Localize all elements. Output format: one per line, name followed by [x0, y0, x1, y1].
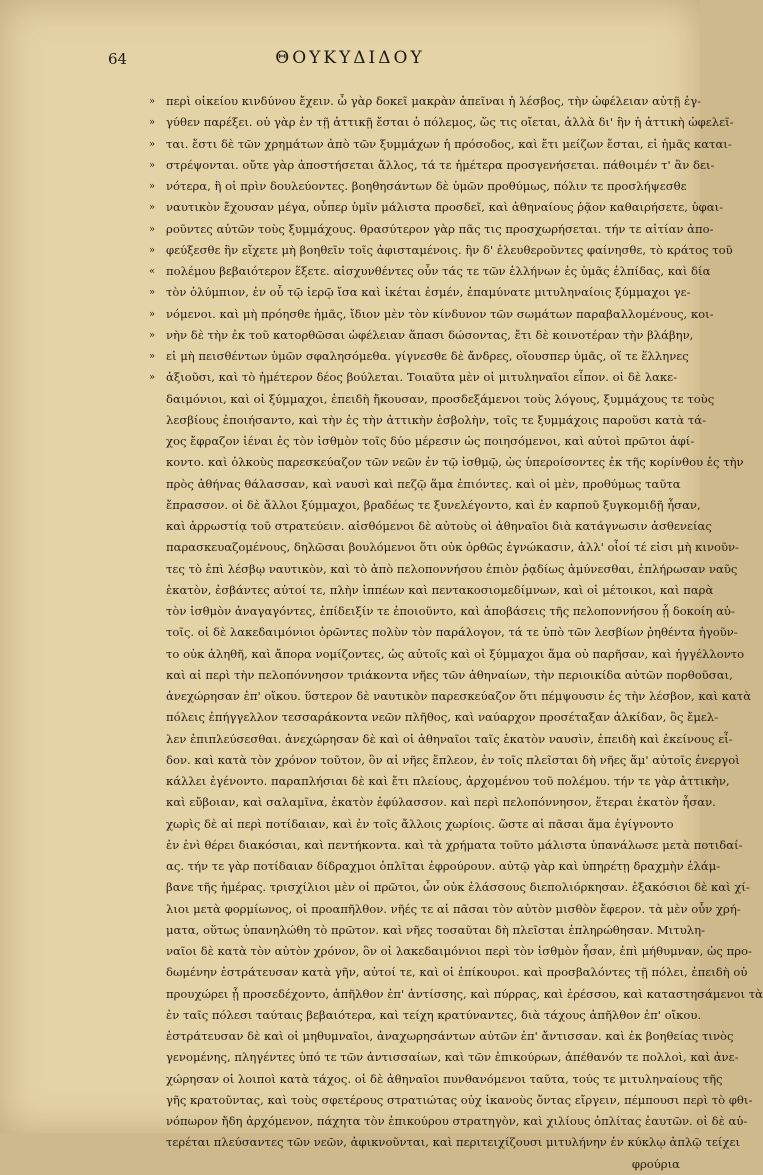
- page-header: [0, 46, 700, 76]
- text-line: [166, 1090, 753, 1111]
- line-text: γύθεν παρέξει. οὐ γὰρ ἐν τῇ ἀττικῇ ἔσται ὁ πόλεμος, ὥς τις οἴεται, ἀλλὰ δι' ἣν ἡ ἀττικὴ ὠφελεῖ-: [166, 115, 734, 130]
- line-text: τὸν ἰσθμὸν ἀναγαγόντες, ἐπίδειξίν τε ἐποιοῦντο, καὶ ἀποβάσεις τῆς πελοποννήσου ᾗ δοκοίη αὐ-: [166, 604, 735, 618]
- text-line: [149, 367, 684, 388]
- text-line: [166, 1047, 739, 1068]
- text-line: [166, 899, 741, 920]
- text-line: [166, 1026, 734, 1047]
- text-line: [166, 1005, 702, 1026]
- text-line: [149, 261, 711, 282]
- line-text: τες τὸ ἐπὶ λέσβῳ ναυτικὸν, καὶ τὸ ἀπὸ πελοποννήσου ἐπιὸν ῥᾳδίως ἀμύνεσθαι, ἐπλήρωσαν ναῦς: [166, 561, 738, 576]
- text-line: [149, 91, 702, 112]
- text-line: [166, 835, 743, 856]
- quotation-mark: »: [149, 244, 156, 256]
- line-text: φρούρια: [631, 1156, 680, 1171]
- line-text: στρέψονται. οὔτε γὰρ ἀποστήσεται ἄλλος, τά τε ἡμέτερα προσγενήσεται. πάθοιμέν τ' ἂν δει-: [166, 157, 715, 172]
- quotation-mark: «: [149, 266, 156, 277]
- text-line: [166, 474, 684, 495]
- text-line: [166, 750, 740, 771]
- body-text: [149, 91, 763, 1175]
- line-text: ναῖοι δὲ κατὰ τὸν αὐτὸν χρόνον, ὃν οἱ λακεδαιμόνιοι περὶ τὸν ἰσθμὸν ἦσαν, ἐπὶ μήθυμναν, ὡς προ-: [166, 944, 752, 958]
- line-text: πρὸς ἀθήνας θάλασσαν, καὶ ναυσὶ καὶ πεζῷ ἅμα ἐπιόντες. καὶ οἱ μὲν, προθύμως ταῦτα: [166, 476, 681, 491]
- text-line: [166, 410, 707, 431]
- line-text: δωμένην ἐστράτευσαν κατὰ γῆν, αὐτοί τε, καὶ οἱ ἐπίκουροι. καὶ προσβαλόντες τῇ πόλει, ἐπειδὴ οὐ: [166, 965, 748, 980]
- text-line: [166, 452, 744, 473]
- line-text: κοντο. καὶ ὁλκοὺς παρεσκεύαζον τῶν νεῶν ἐν τῷ ἰσθμῷ, ὡς ὑπεροίσοντες ἐκ τῆς κορίνθου ἐς τὴν: [166, 455, 744, 470]
- quotation-mark: »: [149, 329, 156, 341]
- text-line: [166, 792, 716, 813]
- text-line: [149, 219, 714, 240]
- text-line: [166, 389, 715, 410]
- text-line: [166, 729, 733, 750]
- text-line: [149, 325, 694, 346]
- line-text: γενομένης, πληγέντες ὑπό τε τῶν ἀντισσαίων, καὶ τῶν ἐπικούρων, ἀπέθανόν τε πολλοὶ, καὶ ἀνε-: [166, 1050, 739, 1065]
- line-text: πόλεις ἐπήγγελλον τεσσαράκοντα νεῶν πλῆθος, καὶ ναύαρχον προσέταξαν ἀλκίδαν, ὃς ἔμελ-: [166, 710, 719, 725]
- quotation-mark: »: [149, 372, 156, 384]
- text-line: [166, 580, 714, 601]
- quotation-mark: »: [149, 202, 156, 214]
- text-line: [149, 112, 734, 133]
- line-text: τερέται πλεύσαντες τῶν νεῶν, ἀφικνοῦνται, καὶ περιτειχίζουσι μιτυλήνην ἐν κύκλῳ ἁπλῷ τείχει: [166, 1135, 740, 1150]
- text-line: [149, 197, 724, 218]
- line-text: δον. καὶ κατὰ τὸν χρόνον τοῦτον, ὃν αἱ νῆες ἔπλεον, ἐν τοῖς πλεῖσται δὴ νῆες ἅμ' αὐτοῖς ἐνεργοὶ: [166, 752, 740, 767]
- text-line: [149, 304, 714, 325]
- text-line: [166, 1111, 748, 1132]
- quotation-mark: »: [149, 223, 156, 235]
- line-text: δαιμόνιοι, καὶ οἱ ξύμμαχοι, ἐπειδὴ ἤκουσαν, προσδεξάμενοι τοὺς λόγους, ξυμμάχους τε τοὺς: [166, 391, 715, 406]
- line-text: ἐστράτευσαν δὲ καὶ οἱ μηθυμναῖοι, ἀναχωρησάντων αὐτῶν ἐπ' ἄντισσαν. καὶ ἐκ βοηθείας τινὸς: [166, 1029, 734, 1043]
- text-line: [166, 1154, 684, 1175]
- text-line: [166, 707, 719, 728]
- line-text: ἐν ἑνὶ θέρει διακόσιαι, καὶ πεντήκοντα. καὶ τὰ χρήματα τοῦτο μάλιστα ὑπανάλωσε μετὰ ποτιδαί-: [166, 837, 743, 852]
- text-line: [166, 877, 750, 898]
- quotation-mark: »: [149, 351, 156, 362]
- text-line: [166, 856, 721, 877]
- line-text: καὶ ἀρρωστίᾳ τοῦ στρατεύειν. αἰσθόμενοι δὲ αὐτοὺς οἱ ἀθηναῖοι διὰ κατάγνωσιν ἀσθενείας: [166, 519, 712, 533]
- line-text: τοῖς. οἱ δὲ λακεδαιμόνιοι ὁρῶντες πολὺν τὸν παράλογον, τά τε ὑπὸ τῶν λεσβίων ῥηθέντα ἡγοῦν-: [166, 625, 738, 640]
- text-line: [166, 1069, 723, 1090]
- quotation-mark: »: [149, 159, 156, 171]
- line-text: εἰ μὴ πεισθέντων ὑμῶν σφαλησόμεθα. γίγνεσθε δὲ ἄνδρες, οἵουσπερ ὑμᾶς, οἵ τε ἕλληνες: [166, 349, 689, 363]
- line-text: καὶ εὔβοιαν, καὶ σαλαμῖνα, ἑκατὸν ἐφύλασσον. καὶ περὶ πελοπόννησον, ἕτεραι ἑκατὸν ἦσαν.: [166, 795, 716, 810]
- line-text: βανε τῆς ἡμέρας. τρισχίλιοι μὲν οἱ πρῶτοι, ὧν οὐκ ἐλάσσους διεπολιόρκησαν. ἑξακόσιοι δὲ καὶ χί-: [166, 880, 750, 895]
- line-text: ἐν ταῖς πόλεσι ταύταις βεβαιότερα, καὶ τείχη κρατύναντες, διὰ τάχους ἀπῆλθον ἐπ' οἴκου.: [166, 1007, 702, 1022]
- text-line: [166, 559, 738, 580]
- line-text: χώρησαν οἱ λοιποὶ κατὰ τάχος. οἱ δὲ ἀθηναῖοι πυνθανόμενοι ταῦτα, τούς τε μιτυληναίους τῆς: [166, 1071, 723, 1086]
- line-text: νόμενοι. καὶ μὴ πρόησθε ἡμᾶς, ἴδιον μὲν τὸν κίνδυνον τῶν σωμάτων παραβαλλομένους, κοι-: [166, 306, 714, 321]
- quotation-mark: »: [149, 138, 156, 150]
- text-line: [166, 516, 712, 537]
- text-line: [166, 984, 763, 1005]
- line-text: φεύξεσθε ἣν εἴχετε μὴ βοηθεῖν τοῖς ἀφισταμένοις. ἢν δ' ἐλευθεροῦντες φαίνησθε, τὸ κράτος τοῦ: [166, 242, 733, 257]
- line-text: λεσβίους ἐποιήσαντο, καὶ τὴν ἐς τὴν ἀττικὴν ἐσβολὴν, τοῖς τε ξυμμάχοις παροῦσι κατὰ τά-: [166, 412, 707, 427]
- line-text: ἀξιοῦσι, καὶ τὸ ἡμέτερον δέος βούλεται. Τοιαῦτα μὲν οἱ μιτυληναῖοι εἶπον. οἱ δὲ λακε-: [166, 370, 678, 385]
- line-text: γῆς κρατοῦντας, καὶ τοὺς σφετέρους στρατιώτας οὐχ ἱκανοὺς ὄντας εἴργειν, πέμπουσι περὶ τὸ φθι-: [166, 1092, 753, 1107]
- line-text: ἑκατὸν, ἐσβάντες αὐτοί τε, πλὴν ἱππέων καὶ πεντακοσιομεδίμνων, καὶ οἱ μέτοικοι, καὶ παρὰ: [166, 582, 714, 597]
- line-text: ται. ἔστι δὲ τῶν χρημάτων ἀπὸ τῶν ξυμμάχων ἡ πρόσοδος, καὶ ἔτι μείζων ἔσται, εἰ ἡμᾶς καται-: [166, 136, 732, 151]
- line-text: ας. τήν τε γὰρ ποτίδαιαν δίδραχμοι ὁπλῖται ἐφρούρουν. αὐτῷ γὰρ καὶ ὑπηρέτῃ δραχμὴν ἐλάμ-: [166, 859, 721, 873]
- text-line: [166, 644, 745, 665]
- text-line: [166, 1132, 740, 1153]
- page-number: 64: [108, 50, 128, 68]
- text-line: [166, 495, 701, 516]
- line-text: νὴν δὲ τὴν ἐκ τοῦ κατορθῶσαι ὠφέλειαν ἅπασι δώσοντας, ἔτι δὲ κοινοτέραν τὴν βλάβην,: [166, 327, 694, 342]
- line-text: καὶ αἱ περὶ τὴν πελοπόννησον τριάκοντα νῆες τῶν ἀθηναίων, τὴν περιοικίδα αὐτῶν πορθοῦσαι,: [166, 667, 733, 682]
- quotation-mark: »: [149, 181, 156, 192]
- text-line: [149, 346, 689, 367]
- line-text: προυχώρει ᾗ προσεδέχοντο, ἀπῆλθον ἐπ' ἀντίσσης, καὶ πύρρας, καὶ ἐρέσσου, καὶ καταστησάμενοι τὰ: [166, 986, 763, 1001]
- text-line: [166, 622, 738, 643]
- text-line: [149, 240, 733, 261]
- line-text: το οὐκ ἀληθῆ, καὶ ἄπορα νομίζοντες, ὡς αὐτοῖς καὶ οἱ ξύμμαχοι ἅμα οὐ παρῆσαν, καὶ ἠγγέλλοντο: [166, 646, 745, 661]
- line-text: τὸν ὀλύμπιον, ἐν οὗ τῷ ἱερῷ ἴσα καὶ ἱκέται ἐσμέν, ἐπαμύνατε μιτυληναίοις ξύμμαχοι γε-: [166, 285, 691, 300]
- quotation-mark: »: [149, 96, 156, 107]
- text-line: [166, 665, 733, 686]
- text-line: [166, 962, 748, 983]
- line-text: περὶ οἰκείου κινδύνου ἔχειν. ὦ γὰρ δοκεῖ μακρὰν ἀπεῖναι ἡ λέσβος, τὴν ὠφέλειαν αὐτῇ ἐγ-: [166, 94, 702, 108]
- text-line: [149, 134, 732, 155]
- line-text: ροῦντες αὐτῶν τοὺς ξυμμάχους. θρασύτερον γὰρ πᾶς τις προσχωρήσεται. τήν τε αἰτίαν ἀπο-: [166, 221, 714, 236]
- text-line: [166, 431, 695, 452]
- text-line: [166, 941, 752, 962]
- quotation-mark: »: [149, 117, 156, 129]
- line-text: ναυτικὸν ἔχουσαν μέγα, οὗπερ ὑμῖν μάλιστα προσδεῖ, καὶ ἀθηναίους ῥᾷον καθαιρήσετε, ὑφαι-: [166, 200, 724, 215]
- line-text: λεν ἐπιπλεύσεσθαι. ἀνεχώρησαν δὲ καὶ οἱ ἀθηναῖοι ταῖς ἑκατὸν ναυσὶν, ἐπειδὴ καὶ ἐκείνους εἶ-: [166, 731, 733, 746]
- text-line: [149, 282, 691, 303]
- text-line: [149, 155, 715, 176]
- line-text: χωρὶς δὲ αἱ περὶ ποτίδαιαν, καὶ ἐν τοῖς ἄλλοις χωρίοις. ὥστε αἱ πᾶσαι ἅμα ἐγίγνοντο: [166, 816, 674, 831]
- line-text: κάλλει ἐγένοντο. παραπλήσιαι δὲ καὶ ἔτι πλείους, ἀρχομένου τοῦ πολέμου. τήν τε γὰρ ἀττικὴν,: [166, 774, 730, 788]
- text-line: [166, 686, 752, 707]
- text-line: [166, 601, 735, 622]
- running-head: ΘΟΥΚΥΔΙΔΟΥ: [275, 48, 425, 68]
- line-text: ἔπρασσον. οἱ δὲ ἄλλοι ξύμμαχοι, βραδέως τε ξυνελέγοντο, καὶ ἐν καρποῦ ξυγκομιδῇ ἦσαν,: [166, 497, 701, 512]
- line-text: νότερα, ἢ οἱ πρὶν δουλεύοντες. βοηθησάντων δὲ ὑμῶν προθύμως, πόλιν τε προσλήψεσθε: [166, 179, 687, 193]
- text-line: [166, 771, 730, 792]
- line-text: παρασκευαζομένους, δηλῶσαι βουλόμενοι ὅτι οὐκ ὀρθῶς ἐγνώκασιν, ἀλλ' οἷοί τέ εἰσι μὴ κινοῦν-: [166, 540, 739, 555]
- line-text: ματα, οὕτως ὑπανηλώθη τὸ πρῶτον. καὶ νῆες τοσαῦται δὴ πλεῖσται ἐπληρώθησαν. Μιτυλη-: [166, 922, 705, 937]
- text-line: [149, 176, 687, 197]
- line-text: νόπωρον ἤδη ἀρχόμενον, πάχητα τὸν ἐπικούρου στρατηγὸν, καὶ χιλίους ὁπλίτας ἑαυτῶν. οἱ δὲ αὐ-: [166, 1114, 748, 1128]
- line-text: πολέμου βεβαιότερον ἕξετε. αἰσχυνθέντες οὖν τάς τε τῶν ἑλλήνων ἐς ὑμᾶς ἐλπίδας, καὶ δία: [166, 264, 711, 278]
- text-line: [166, 814, 684, 835]
- line-text: λιοι μετὰ φορμίωνος, οἱ προαπῆλθον. νῆές τε αἱ πᾶσαι τὸν αὐτὸν μισθὸν ἔφερον. τὰ μὲν οὖν χρή-: [166, 901, 741, 916]
- line-text: χος ἔφραζον ἰέναι ἐς τὸν ἰσθμὸν τοῖς δύο μέρεσιν ὡς ποιησόμενοι, καὶ αὐτοὶ πρῶτοι ἀφί-: [166, 434, 695, 448]
- line-text: ἀνεχώρησαν ἐπ' οἴκου. ὕστερον δὲ ναυτικὸν παρεσκεύαζον ὅτι πέμψουσιν ἐς τὴν λέσβον, καὶ κατὰ: [166, 689, 752, 703]
- text-line: [166, 537, 739, 558]
- quotation-mark: »: [149, 308, 156, 320]
- text-line: [166, 920, 705, 941]
- quotation-mark: »: [149, 287, 156, 299]
